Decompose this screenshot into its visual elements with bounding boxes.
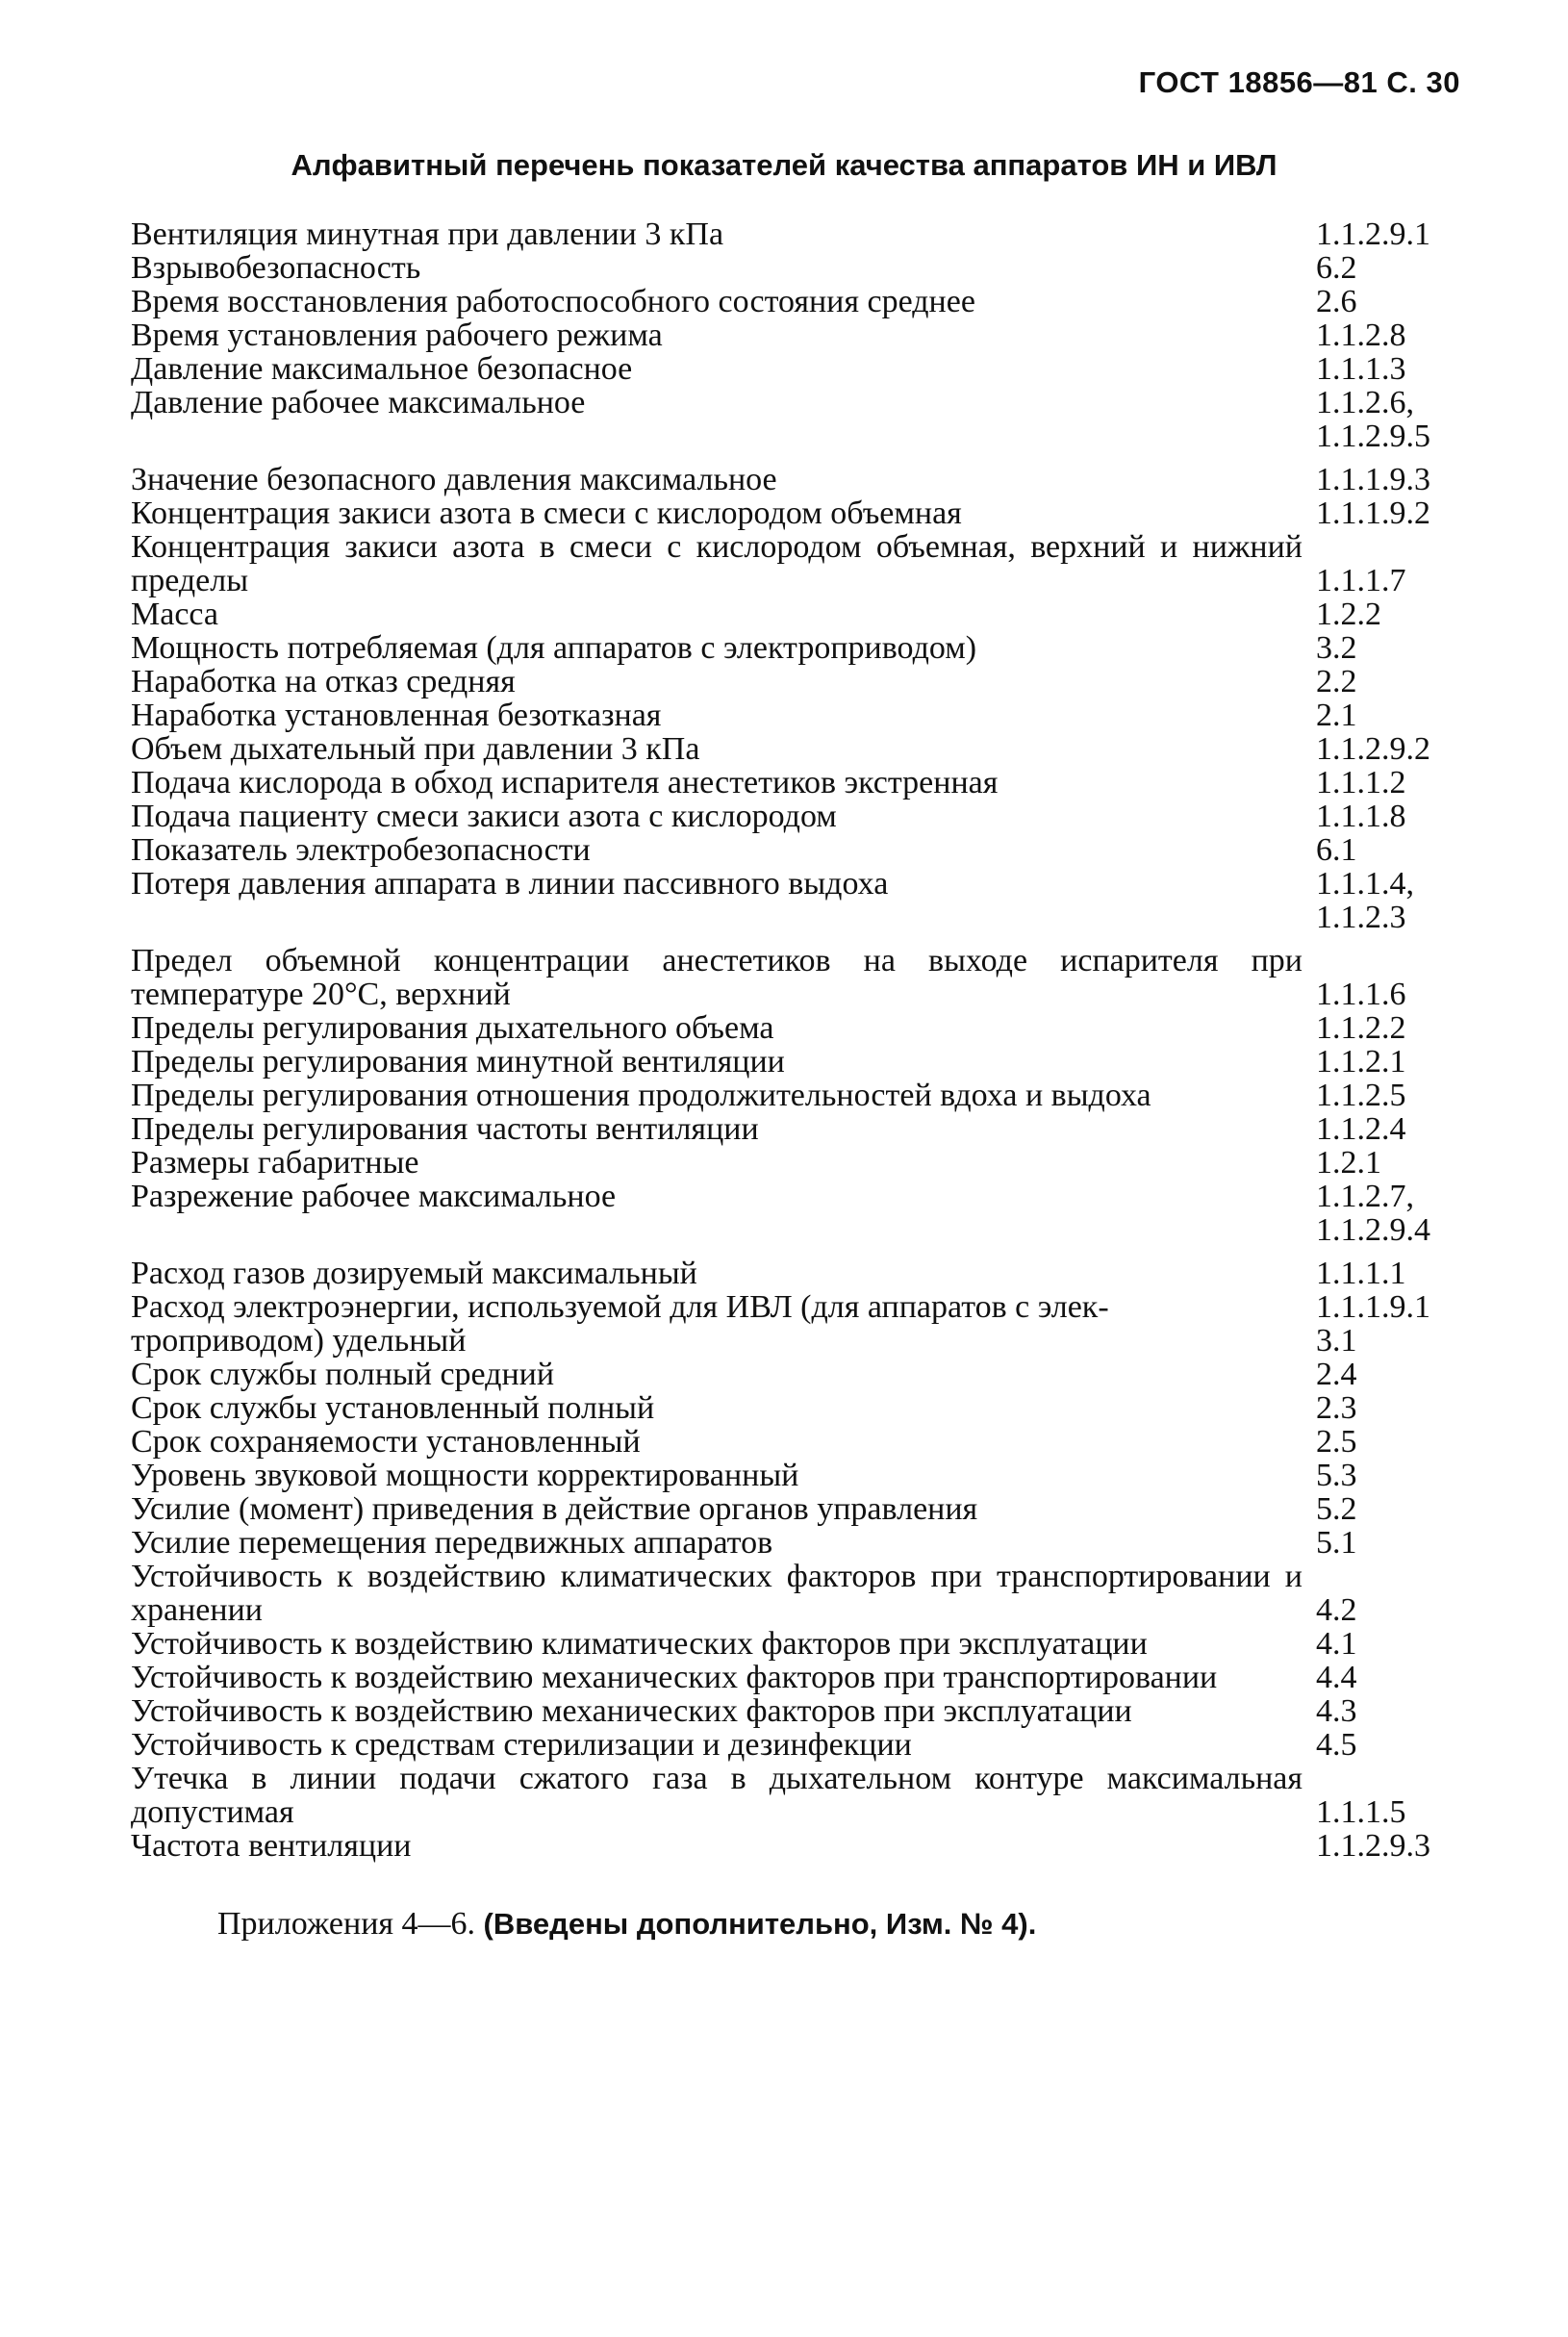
index-entry xyxy=(131,665,1468,699)
index-entry xyxy=(131,766,1468,800)
entry-term: Концентрация закиси азота в смеси с кислородом объемная xyxy=(131,495,962,531)
index-entry xyxy=(131,1180,1468,1247)
entry-ref: 1.1.2.2 xyxy=(1316,1010,1406,1046)
index-entry xyxy=(131,1079,1468,1112)
entry-refs xyxy=(1316,463,1468,496)
index-entry xyxy=(131,352,1468,386)
index-entry xyxy=(131,732,1468,766)
entry-refs xyxy=(1316,1180,1468,1247)
entry-term: Уровень звуковой мощности корректированный xyxy=(131,1458,799,1493)
entry-refs xyxy=(1316,1324,1468,1358)
entry-ref: 4.4 xyxy=(1316,1660,1357,1695)
entry-ref: 1.1.1.7 xyxy=(1316,563,1406,598)
entry-term: Потеря давления аппарата в линии пассивного выдоха xyxy=(131,866,889,902)
entry-ref: 1.1.2.5 xyxy=(1316,1078,1406,1113)
entry-ref: 1.1.1.9.1 xyxy=(1316,1289,1430,1325)
entry-refs xyxy=(1316,732,1468,766)
entry-term: Время установления рабочего режима xyxy=(131,318,663,353)
index-entry xyxy=(131,1425,1468,1459)
page-title: Алфавитный перечень показателей качества аппаратов ИН и ИВЛ xyxy=(291,148,1277,182)
index-entry xyxy=(131,463,1468,496)
entry-refs xyxy=(1316,251,1468,285)
entry-ref: 5.3 xyxy=(1316,1458,1357,1493)
entry-ref: 1.1.2.4 xyxy=(1316,1111,1406,1147)
entry-term: Концентрация закиси азота в смеси с кислородом объемная, верхний и нижний пределы xyxy=(131,529,1302,598)
entry-term: Значение безопасного давления максимальное xyxy=(131,462,777,497)
entry-term: Расход газов дозируемый максимальный xyxy=(131,1256,697,1291)
index-entry xyxy=(131,597,1468,631)
entry-term: Наработка на отказ средняя xyxy=(131,664,516,699)
entry-refs xyxy=(1316,833,1468,867)
entry-refs xyxy=(1316,1079,1468,1112)
entry-refs xyxy=(1316,1829,1468,1863)
entry-ref: 2.5 xyxy=(1316,1424,1357,1460)
entry-term: Показатель электробезопасности xyxy=(131,832,591,868)
index-entry xyxy=(131,217,1468,251)
entry-refs xyxy=(1316,1627,1468,1661)
index-entry xyxy=(131,1829,1468,1863)
entry-term: Подача пациенту смеси закиси азота с кислородом xyxy=(131,799,837,834)
index-entry xyxy=(131,1358,1468,1391)
entry-ref: 3.1 xyxy=(1316,1323,1357,1359)
entry-refs xyxy=(1316,564,1468,597)
index-entry xyxy=(131,800,1468,833)
entry-ref: 5.1 xyxy=(1316,1525,1357,1561)
entry-term: Частота вентиляции xyxy=(131,1828,412,1864)
index-entry xyxy=(131,251,1468,285)
entry-term: Подача кислорода в обход испарителя анестетиков экстренная xyxy=(131,765,999,800)
entry-ref: 2.2 xyxy=(1316,664,1357,699)
entry-refs xyxy=(1316,1526,1468,1560)
entry-refs xyxy=(1316,1661,1468,1694)
entry-ref: 1.1.2.3 xyxy=(1316,900,1406,935)
entry-term: Вентиляция минутная при давлении 3 кПа xyxy=(131,216,724,252)
entry-refs xyxy=(1316,217,1468,251)
entry-ref: 5.2 xyxy=(1316,1491,1357,1527)
index-entry xyxy=(131,699,1468,732)
entry-term: Расход электроэнергии, используемой для ИВЛ (для аппаратов с элек- xyxy=(131,1289,1109,1325)
index-entry xyxy=(131,1257,1468,1290)
entry-ref: 1.1.1.2 xyxy=(1316,765,1406,800)
entry-ref: 1.1.2.9.1 xyxy=(1316,216,1430,252)
entry-refs xyxy=(1316,766,1468,800)
entry-ref: 4.3 xyxy=(1316,1693,1357,1729)
entry-refs xyxy=(1316,1593,1468,1627)
entry-refs xyxy=(1316,352,1468,386)
entry-ref: 2.3 xyxy=(1316,1390,1357,1426)
entry-ref: 4.5 xyxy=(1316,1727,1357,1763)
entry-refs xyxy=(1316,978,1468,1011)
index-entry xyxy=(131,1146,1468,1180)
entry-term: Пределы регулирования дыхательного объема xyxy=(131,1010,774,1046)
entry-refs xyxy=(1316,1391,1468,1425)
entry-ref: 1.1.2.9.4 xyxy=(1316,1212,1430,1248)
page-header: ГОСТ 18856—81 С. 30 xyxy=(1138,65,1460,99)
index-entry xyxy=(131,1492,1468,1526)
entry-term: Устойчивость к средствам стерилизации и дезинфекции xyxy=(131,1727,912,1763)
entry-term: Утечка в линии подачи сжатого газа в дыхательном контуре максимальная допустимая xyxy=(131,1761,1302,1830)
entry-refs xyxy=(1316,1045,1468,1079)
index-entry xyxy=(131,386,1468,453)
entry-ref: 1.1.1.9.3 xyxy=(1316,462,1430,497)
entry-refs xyxy=(1316,1728,1468,1762)
index-entry xyxy=(131,318,1468,352)
entry-refs xyxy=(1316,597,1468,631)
entry-refs xyxy=(1316,496,1468,530)
entry-term: Устойчивость к воздействию механических факторов при эксплуатации xyxy=(131,1693,1132,1729)
entry-term: Разрежение рабочее максимальное xyxy=(131,1179,617,1214)
footer-note xyxy=(217,1907,1036,1942)
footer-amendment: (Введены дополнительно, Изм. № 4). xyxy=(483,1907,1037,1941)
entry-term: Усилие перемещения передвижных аппаратов xyxy=(131,1525,773,1561)
entry-ref: 1.1.2.1 xyxy=(1316,1044,1406,1080)
entry-ref: 1.1.2.8 xyxy=(1316,318,1406,353)
entry-ref: 1.2.2 xyxy=(1316,597,1381,632)
entry-refs xyxy=(1316,867,1468,934)
entry-term: Срок сохраняемости установленный xyxy=(131,1424,641,1460)
entry-term: Срок службы установленный полный xyxy=(131,1390,655,1426)
entry-term: Устойчивость к воздействию механических факторов при транспортировании xyxy=(131,1660,1218,1695)
entry-ref: 1.1.2.7, xyxy=(1316,1179,1414,1214)
entry-refs xyxy=(1316,1492,1468,1526)
index-entry xyxy=(131,1627,1468,1661)
entry-ref: 2.1 xyxy=(1316,698,1357,733)
entry-term: Наработка установленная безотказная xyxy=(131,698,662,733)
entry-refs xyxy=(1316,1459,1468,1492)
entry-term: Время восстановления работоспособного состояния среднее xyxy=(131,284,975,319)
entry-term: Устойчивость к воздействию климатических факторов при транспортировании и хранении xyxy=(131,1559,1302,1628)
entry-refs xyxy=(1316,699,1468,732)
index-entry xyxy=(131,1526,1468,1560)
entry-ref: 4.1 xyxy=(1316,1626,1357,1662)
index-entry xyxy=(131,1112,1468,1146)
entry-refs xyxy=(1316,1694,1468,1728)
entry-term: Пределы регулирования минутной вентиляции xyxy=(131,1044,785,1080)
index-entry xyxy=(131,1694,1468,1728)
entry-ref: 1.1.2.9.2 xyxy=(1316,731,1430,767)
entry-term: Масса xyxy=(131,597,219,632)
index-entry xyxy=(131,1045,1468,1079)
entry-ref: 1.1.1.9.2 xyxy=(1316,495,1430,531)
entry-refs xyxy=(1316,285,1468,318)
entry-refs xyxy=(1316,1146,1468,1180)
index-entry xyxy=(131,867,1468,934)
entry-term: Срок службы полный средний xyxy=(131,1357,555,1392)
entry-ref: 1.1.1.8 xyxy=(1316,799,1406,834)
entry-term: Взрывобезопасность xyxy=(131,250,421,286)
entry-term: Пределы регулирования частоты вентиляции xyxy=(131,1111,759,1147)
index-entry xyxy=(131,1560,1468,1627)
index-entry xyxy=(131,1459,1468,1492)
entry-ref: 1.1.1.5 xyxy=(1316,1794,1406,1830)
entry-term: Пределы регулирования отношения продолжительностей вдоха и выдоха xyxy=(131,1078,1151,1113)
entry-term: Давление рабочее максимальное xyxy=(131,385,586,420)
entry-refs xyxy=(1316,800,1468,833)
entry-refs xyxy=(1316,1795,1468,1829)
index-entry xyxy=(131,833,1468,867)
index-entry xyxy=(131,1728,1468,1762)
index-entry xyxy=(131,1290,1468,1324)
index-entry xyxy=(131,285,1468,318)
entry-refs xyxy=(1316,1257,1468,1290)
entry-ref: 1.1.1.4, xyxy=(1316,866,1414,902)
entry-ref: 1.1.1.6 xyxy=(1316,977,1406,1012)
entry-term: Устойчивость к воздействию климатических факторов при эксплуатации xyxy=(131,1626,1148,1662)
index-entry xyxy=(131,1661,1468,1694)
entry-ref: 1.1.2.9.5 xyxy=(1316,419,1430,454)
entry-ref: 2.6 xyxy=(1316,284,1357,319)
entry-refs xyxy=(1316,1011,1468,1045)
entry-ref: 1.1.2.9.3 xyxy=(1316,1828,1430,1864)
index-entry xyxy=(131,1011,1468,1045)
entry-term: Давление максимальное безопасное xyxy=(131,351,633,387)
entry-term: Размеры габаритные xyxy=(131,1145,419,1181)
index-entry xyxy=(131,1762,1468,1829)
entry-refs xyxy=(1316,665,1468,699)
index-entry xyxy=(131,944,1468,1011)
entry-term: Усилие (момент) приведения в действие органов управления xyxy=(131,1491,978,1527)
entry-ref: 1.2.1 xyxy=(1316,1145,1381,1181)
index-list xyxy=(131,217,1468,1863)
entry-refs xyxy=(1316,1112,1468,1146)
entry-term: Предел объемной концентрации анестетиков на выходе испарителя при температуре 20°С, верхний xyxy=(131,943,1302,1012)
entry-ref: 6.2 xyxy=(1316,250,1357,286)
entry-term: троприводом) удельный xyxy=(131,1323,467,1359)
index-entry xyxy=(131,1324,1468,1358)
entry-ref: 2.4 xyxy=(1316,1357,1357,1392)
index-entry xyxy=(131,496,1468,530)
index-entry xyxy=(131,530,1468,597)
entry-refs xyxy=(1316,386,1468,453)
entry-ref: 3.2 xyxy=(1316,630,1357,666)
entry-refs xyxy=(1316,1358,1468,1391)
entry-ref: 1.1.1.1 xyxy=(1316,1256,1406,1291)
footer-prefix: Приложения 4—6. xyxy=(217,1906,484,1942)
entry-ref: 1.1.1.3 xyxy=(1316,351,1406,387)
entry-term: Объем дыхательный при давлении 3 кПа xyxy=(131,731,700,767)
index-entry xyxy=(131,1391,1468,1425)
index-entry xyxy=(131,631,1468,665)
entry-refs xyxy=(1316,1290,1468,1324)
entry-ref: 4.2 xyxy=(1316,1592,1357,1628)
entry-refs xyxy=(1316,318,1468,352)
entry-ref: 1.1.2.6, xyxy=(1316,385,1414,420)
entry-term: Мощность потребляемая (для аппаратов с электроприводом) xyxy=(131,630,977,666)
entry-refs xyxy=(1316,1425,1468,1459)
entry-refs xyxy=(1316,631,1468,665)
entry-ref: 6.1 xyxy=(1316,832,1357,868)
